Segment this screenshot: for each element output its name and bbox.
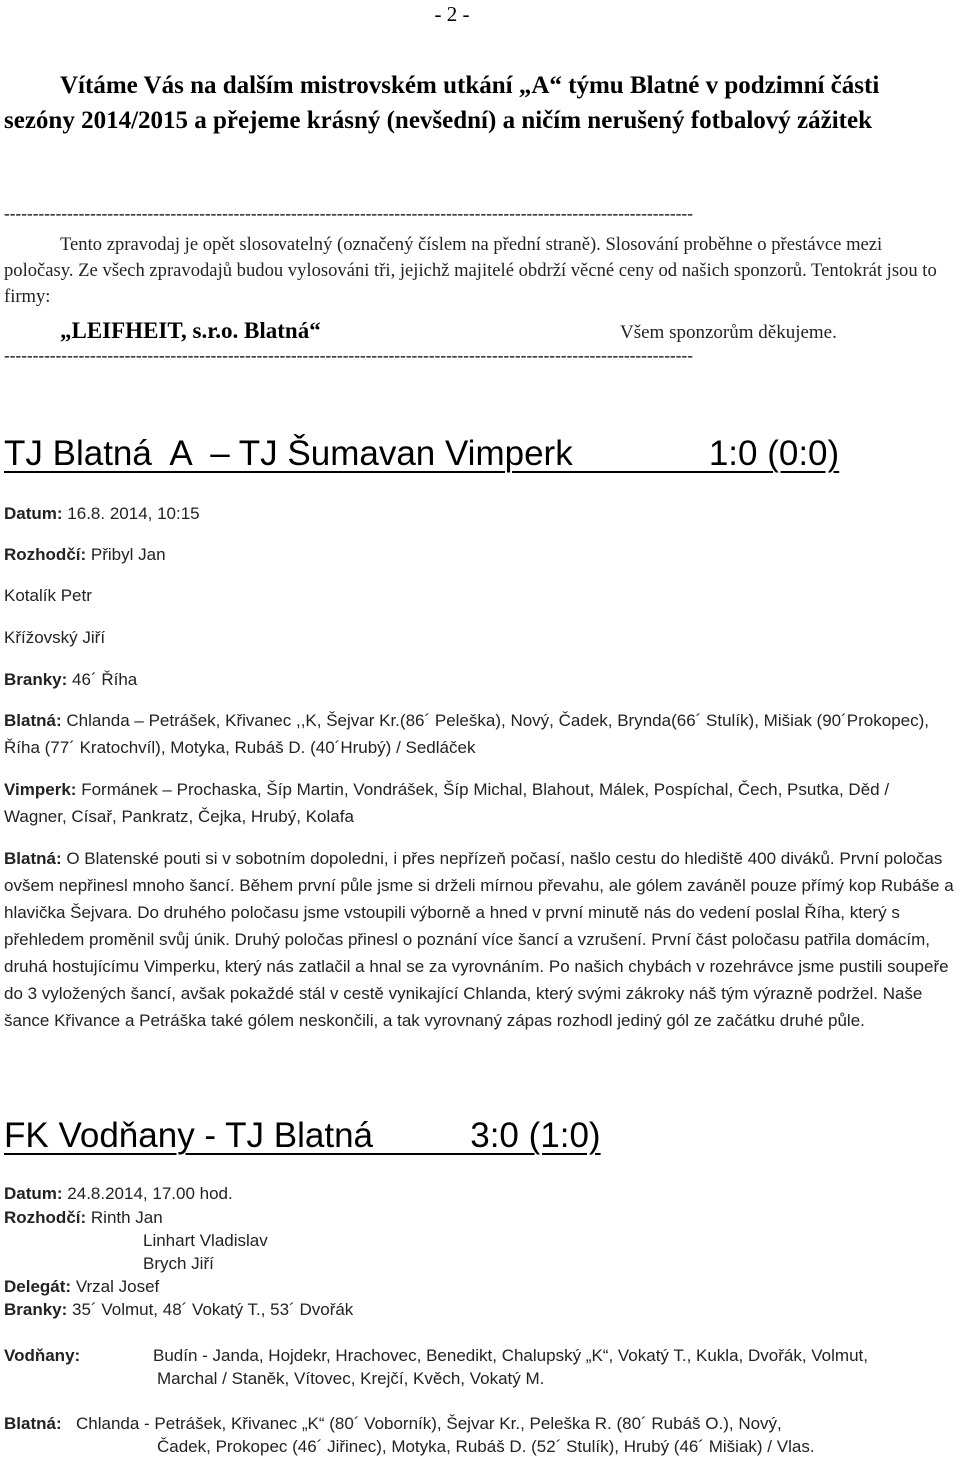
match2-away-label: Blatná:: [4, 1414, 62, 1433]
match1-referee: [4, 541, 166, 568]
match1-home-label: Blatná:: [4, 711, 62, 730]
match1-report: [4, 845, 956, 1034]
match1-referee-label: Rozhodčí:: [4, 545, 87, 564]
match2-home-lineup: [4, 1344, 868, 1367]
match2-assistant2: Brych Jiří: [143, 1254, 214, 1273]
sponsor-thanks: Všem sponzorům děkujeme.: [620, 322, 837, 343]
match1-title: TJ Blatná A – TJ Šumavan Vimperk 1:0 (0:0): [4, 434, 840, 473]
match1-goals: [4, 666, 137, 693]
match1-date: [4, 500, 200, 527]
match2-home-players-1: Budín - Janda, Hojdekr, Hrachovec, Benedikt, Chalupský „K“, Vokatý T., Kukla, Dvořák, Volmut,: [153, 1346, 868, 1365]
match1-report-label: Blatná:: [4, 849, 62, 868]
match2-home-players-2: Marchal / Staněk, Vítovec, Krejčí, Kvěch, Vokatý M.: [157, 1369, 545, 1388]
match1-away-lineup: [4, 776, 956, 830]
match2-referee: [4, 1206, 163, 1229]
page-number: - 2 -: [434, 2, 470, 26]
match2-delegate-value: Vrzal Josef: [75, 1277, 160, 1296]
match2-assistant1: Linhart Vladislav: [143, 1231, 268, 1250]
match1-away-players: Formánek – Prochaska, Šíp Martin, Vondrášek, Šíp Michal, Blahout, Málek, Pospíchal, Čech, Psutka, Děd / Wagner, Císař, Pankratz, Čejka, Hrubý, Kolafa: [4, 780, 890, 826]
match2-goals-value: 35´ Volmut, 48´ Vokatý T., 53´ Dvořák: [72, 1300, 354, 1319]
match1-assistant2: Křížovský Jiří: [4, 628, 106, 647]
match1-referee-value: Přibyl Jan: [90, 545, 166, 564]
match1-date-label: Datum:: [4, 504, 63, 523]
intro-heading: Vítáme Vás na dalším mistrovském utkání „A“ týmu Blatné v podzimní části sezóny 2014/2015 a přejeme krásný (nevšední) a ničím nerušený fotbalový zážitek: [4, 72, 880, 134]
sponsor-name: „LEIFHEIT, s.r.o. Blatná“: [60, 318, 321, 343]
match2-delegate: [4, 1275, 159, 1298]
match1-goals-value: 46´ Říha: [72, 670, 138, 689]
match2-home-label: Vodňany:: [4, 1346, 81, 1365]
match2-title: FK Vodňany - TJ Blatná 3:0 (1:0): [4, 1116, 601, 1155]
match2-referee-label: Rozhodčí:: [4, 1208, 87, 1227]
match2-goals: [4, 1298, 353, 1321]
match1-assistant1: Kotalík Petr: [4, 586, 92, 605]
match2-away-players-2: Čadek, Prokopec (46´ Jiřinec), Motyka, Rubáš D. (52´ Stulík), Hrubý (46´ Mišiak) / Vlas.: [157, 1437, 815, 1456]
separator-bottom: ------------------------------------------------------------------------------------------------------------------------: [4, 346, 693, 365]
match1-home-lineup: [4, 707, 956, 761]
match2-date-label: Datum:: [4, 1184, 63, 1203]
match2-delegate-label: Delegát:: [4, 1277, 72, 1296]
match2-date: [4, 1182, 233, 1205]
match1-home-players: Chlanda – Petrášek, Křivanec ,,K, Šejvar Kr.(86´ Peleška), Nový, Čadek, Brynda(66´ Stulík), Mišiak (90´Prokopec), Říha (77´ Kratochvíl), Motyka, Rubáš D. (40´Hrubý) / Sedláček: [4, 711, 929, 757]
match1-goals-label: Branky:: [4, 670, 68, 689]
match2-date-value: 24.8.2014, 17.00 hod.: [67, 1184, 233, 1203]
match1-report-text: O Blatenské pouti si v sobotním dopoledni, i přes nepřízeň počasí, našlo cestu do hlediště 400 diváků. První poločas ovšem nepřinesl mnoho šancí. Během první půle jsme si drželi mírnou převahu, ale gólem zaváněl pouze přímý kop Rubáše a hlavička Šejvara. Do druhého poločasu jsme vstoupili výborně a hned v první minutě nás do vedení poslal Říha, který s přehledem proměnil svůj únik. Druhý poločas přinesl o poznání více šancí a vzrušení. První část poločasu patřila domácím, druhá hostujícímu Vimperku, který nás zatlačil a hnal se za vyrovnáním. Po našich chybách v rozehrávce jsme pustili soupeře do 3 vyložených šancí, avšak pokaždé stál v cestě vynikající Chlanda, který svými zákroky náš tým výrazně podržel. Naše šance Křivance a Petráška také gólem neskončili, a tak vyrovnaný zápas rozhodl jediný gól ze začátku druhé půle.: [4, 849, 954, 1030]
raffle-note: Tento zpravodaj je opět slosovatelný (označený číslem na přední straně). Slosování proběhne o přestávce mezi poločasy. Ze všech zpravodajů budou vylosováni tři, jejichž majitelé obdrží věcné ceny od našich sponzorů. Tentokrát jsou to firmy:: [4, 234, 937, 307]
match2-away-players-1: Chlanda - Petrášek, Křivanec „K“ (80´ Voborník), Šejvar Kr., Peleška R. (80´ Rubáš O.), Nový,: [76, 1414, 782, 1433]
separator-top: ------------------------------------------------------------------------------------------------------------------------: [4, 204, 693, 223]
match1-away-label: Vimperk:: [4, 780, 77, 799]
match2-referee-value: Rinth Jan: [90, 1208, 163, 1227]
match2-goals-label: Branky:: [4, 1300, 68, 1319]
match1-date-value: 16.8. 2014, 10:15: [67, 504, 200, 523]
match2-away-lineup: [4, 1412, 782, 1435]
